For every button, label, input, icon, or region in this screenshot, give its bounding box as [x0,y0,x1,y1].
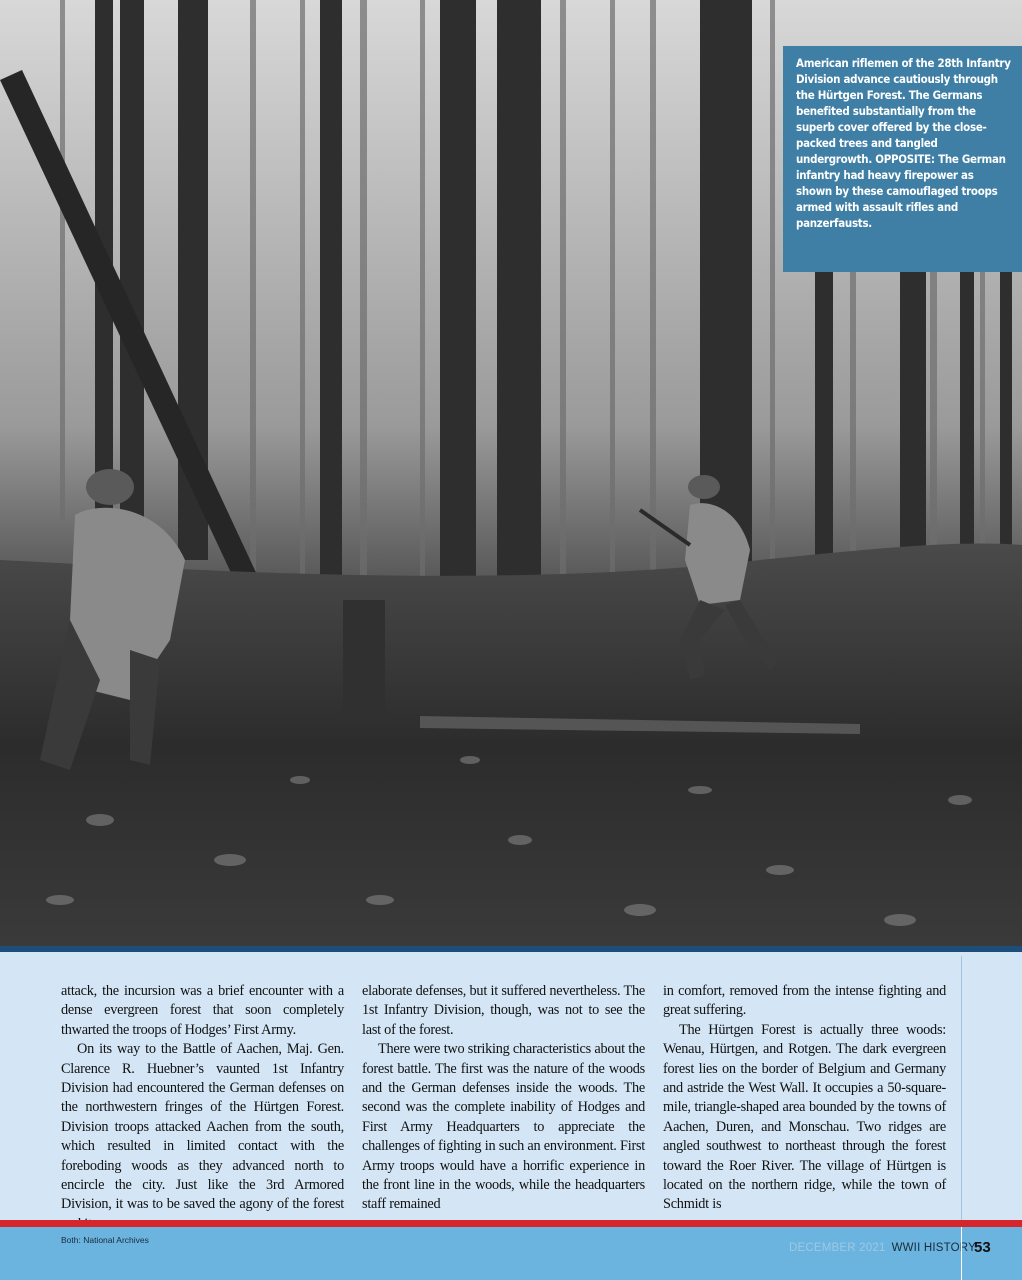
column-2-paragraph: There were two striking characteristics about the forest battle. The first was the nature of the woods and the German defenses inside the woods. The second was the complete inability of Hodges and First Army Headquarters to appreciate the challenges of fighting in such an environment. First Army troops would have a horrific experience in the front line in the woods, while the headquarters staff remained [362,1041,645,1213]
photo-credit: Both: National Archives [61,1235,149,1245]
magazine-name: WWII HISTORY [891,1242,976,1254]
column-2-paragraph: elaborate defenses, but it suffered nevertheless. The 1st Infantry Division, though, was not to see the last of the forest. [362,983,645,1038]
page-number-box [961,1227,1022,1280]
folio-line [789,1242,976,1254]
photo-caption-text: American riflemen of the 28th Infantry Division advance cautiously through the Hürtgen Forest. The Germans benefited substantially from the superb cover offered by the close-packed trees and tangled undergrowth. OPPOSITE: The German infantry had heavy firepower as shown by these camouflaged troops armed with assault rifles and panzerfausts. [796,57,1011,230]
column-1-paragraph: attack, the incursion was a brief encounter with a dense evergreen forest that soon completely thwarted the troops of Hodges’ First Army. [61,983,344,1038]
article-column-1 [61,982,344,1234]
article-column-2 [362,982,645,1215]
page-number: 53 [974,1239,991,1256]
issue-date: DECEMBER 2021 [789,1242,886,1254]
article-text-area [0,946,1022,1220]
column-3-paragraph: in comfort, removed from the intense fighting and great suffering. [663,983,946,1019]
photo-caption-box [783,46,1022,272]
side-divider [961,956,962,1222]
column-3-paragraph: The Hürtgen Forest is actually three woods: Wenau, Hürtgen, and Rotgen. The dark evergreen forest lies on the border of Belgium and Germany and astride the West Wall. It occupies a 50-square-mile, triangle-shaped area bounded by the towns of Aachen, Duren, and Monschau. Two ridges are angled southwest to northeast through the forest toward the Roer River. The village of Hürtgen is located on the northern ridge, while the town of Schmidt is [663,1021,946,1213]
red-rule [0,1220,1022,1227]
page-footer [0,1227,1022,1280]
column-1-paragraph: On its way to the Battle of Aachen, Maj. Gen. Clarence R. Huebner’s vaunted 1st Infantry Division had encountered the German defenses on the northwestern fringes of the Hürtgen Forest. Division troops attacked Aachen from the south, which resulted in limited contact with the foreboding woods as they advanced north to encircle the city. Just like the 3rd Armored Division, it was to be saved the agony of the forest [61,1041,344,1213]
article-column-3 [663,982,946,1215]
